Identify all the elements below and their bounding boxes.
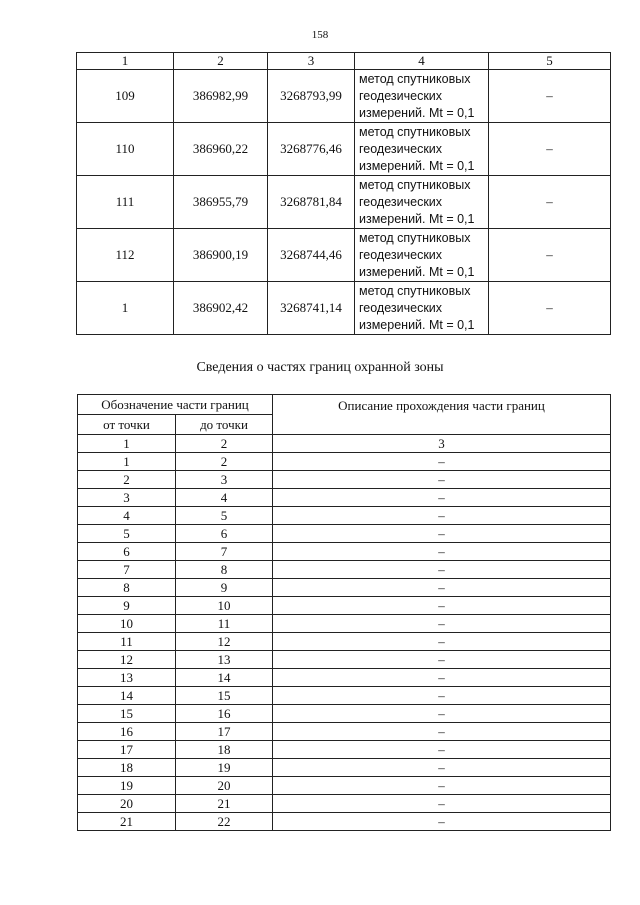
y-coordinate-cell: 3268793,99: [268, 70, 355, 123]
to-point-cell: 20: [176, 777, 273, 795]
table-row: [78, 597, 611, 615]
from-point-cell: 15: [78, 705, 176, 723]
table-row: [78, 777, 611, 795]
to-point-cell: 18: [176, 741, 273, 759]
description-cell: –: [273, 561, 611, 579]
table-row: [77, 123, 611, 176]
method-line: метод спутниковых: [359, 177, 471, 192]
description-cell: –: [273, 453, 611, 471]
from-point-cell: 21: [78, 813, 176, 831]
description-cell: –: [273, 615, 611, 633]
description-cell: –: [273, 795, 611, 813]
method-line: метод спутниковых: [359, 283, 471, 298]
to-point-cell: 6: [176, 525, 273, 543]
table-row: [78, 471, 611, 489]
table-row: [78, 741, 611, 759]
method-cell: [355, 229, 489, 282]
coordinates-table: [76, 52, 611, 335]
method-cell: [355, 70, 489, 123]
to-point-cell: 15: [176, 687, 273, 705]
description-cell: –: [273, 687, 611, 705]
note-cell: –: [489, 176, 611, 229]
y-coordinate-cell: 3268741,14: [268, 282, 355, 335]
description-cell: –: [273, 489, 611, 507]
method-cell: [355, 282, 489, 335]
from-point-cell: 19: [78, 777, 176, 795]
from-point-cell: 17: [78, 741, 176, 759]
table-row: [78, 507, 611, 525]
table-row: [78, 633, 611, 651]
x-coordinate-cell: 386960,22: [174, 123, 268, 176]
to-point-cell: 9: [176, 579, 273, 597]
from-point-cell: 13: [78, 669, 176, 687]
y-coordinate-cell: 3268781,84: [268, 176, 355, 229]
description-cell: –: [273, 579, 611, 597]
method-cell: [355, 123, 489, 176]
method-line: геодезических: [359, 300, 443, 315]
table-row: [77, 70, 611, 123]
method-line: геодезических: [359, 194, 443, 209]
x-coordinate-cell: 386902,42: [174, 282, 268, 335]
method-line: измерений. Mt = 0,1: [359, 158, 475, 173]
to-point-cell: 7: [176, 543, 273, 561]
note-cell: –: [489, 229, 611, 282]
description-cell: –: [273, 759, 611, 777]
table-row: [77, 229, 611, 282]
method-line: геодезических: [359, 247, 443, 262]
point-number-cell: 112: [77, 229, 174, 282]
from-point-cell: 2: [78, 471, 176, 489]
x-coordinate-cell: 386900,19: [174, 229, 268, 282]
table-row: [77, 176, 611, 229]
method-line: метод спутниковых: [359, 124, 471, 139]
to-point-cell: 11: [176, 615, 273, 633]
y-coordinate-cell: 3268744,46: [268, 229, 355, 282]
description-cell: –: [273, 669, 611, 687]
description-cell: –: [273, 525, 611, 543]
header-cell: 5: [489, 53, 611, 70]
x-coordinate-cell: 386955,79: [174, 176, 268, 229]
from-point-cell: 3: [78, 489, 176, 507]
table-row: [78, 651, 611, 669]
point-number-cell: 111: [77, 176, 174, 229]
method-line: измерений. Mt = 0,1: [359, 264, 475, 279]
point-number-cell: 109: [77, 70, 174, 123]
description-cell: –: [273, 597, 611, 615]
from-point-cell: 8: [78, 579, 176, 597]
header-cell: 1: [77, 53, 174, 70]
to-point-cell: 12: [176, 633, 273, 651]
column-number-row: [78, 435, 611, 453]
method-line: измерений. Mt = 0,1: [359, 317, 475, 332]
from-point-cell: 5: [78, 525, 176, 543]
to-point-cell: 10: [176, 597, 273, 615]
description-cell: –: [273, 633, 611, 651]
table-row: [78, 561, 611, 579]
from-point-cell: 1: [78, 453, 176, 471]
table-row: [78, 723, 611, 741]
to-point-cell: 22: [176, 813, 273, 831]
method-line: измерений. Mt = 0,1: [359, 105, 475, 120]
to-point-cell: 3: [176, 471, 273, 489]
header-cell: 2: [174, 53, 268, 70]
table-row: [78, 615, 611, 633]
to-point-cell: 21: [176, 795, 273, 813]
column-number-cell: 1: [78, 435, 176, 453]
table-header-row: [78, 395, 611, 415]
note-cell: –: [489, 282, 611, 335]
table-row: [78, 489, 611, 507]
to-point-cell: 19: [176, 759, 273, 777]
table-row: [78, 687, 611, 705]
table-row: [78, 579, 611, 597]
point-number-cell: 1: [77, 282, 174, 335]
from-point-cell: 18: [78, 759, 176, 777]
from-point-cell: 11: [78, 633, 176, 651]
to-point-cell: 16: [176, 705, 273, 723]
method-line: метод спутниковых: [359, 230, 471, 245]
y-coordinate-cell: 3268776,46: [268, 123, 355, 176]
table-header-row: [77, 53, 611, 70]
header-description-cell: Описание прохождения части границ: [273, 395, 611, 435]
from-point-cell: 6: [78, 543, 176, 561]
table-row: [78, 525, 611, 543]
from-point-cell: 12: [78, 651, 176, 669]
table-row: [78, 543, 611, 561]
table-row: [78, 813, 611, 831]
description-cell: –: [273, 471, 611, 489]
method-line: геодезических: [359, 88, 443, 103]
to-point-cell: 8: [176, 561, 273, 579]
description-cell: –: [273, 543, 611, 561]
header-group-cell: Обозначение части границ: [78, 395, 273, 415]
to-point-cell: 13: [176, 651, 273, 669]
header-cell: 3: [268, 53, 355, 70]
column-number-cell: 2: [176, 435, 273, 453]
boundary-parts-table: [77, 394, 611, 831]
from-point-cell: 20: [78, 795, 176, 813]
from-point-cell: 10: [78, 615, 176, 633]
method-line: измерений. Mt = 0,1: [359, 211, 475, 226]
from-point-cell: 7: [78, 561, 176, 579]
point-number-cell: 110: [77, 123, 174, 176]
x-coordinate-cell: 386982,99: [174, 70, 268, 123]
description-cell: –: [273, 651, 611, 669]
to-point-cell: 5: [176, 507, 273, 525]
method-line: метод спутниковых: [359, 71, 471, 86]
table-row: [78, 759, 611, 777]
from-point-cell: 16: [78, 723, 176, 741]
header-from-cell: от точки: [78, 415, 176, 435]
header-to-cell: до точки: [176, 415, 273, 435]
description-cell: –: [273, 813, 611, 831]
description-cell: –: [273, 507, 611, 525]
method-line: геодезических: [359, 141, 443, 156]
description-cell: –: [273, 741, 611, 759]
description-cell: –: [273, 777, 611, 795]
description-cell: –: [273, 705, 611, 723]
to-point-cell: 4: [176, 489, 273, 507]
from-point-cell: 9: [78, 597, 176, 615]
note-cell: –: [489, 70, 611, 123]
from-point-cell: 4: [78, 507, 176, 525]
section-title: Сведения о частях границ охранной зоны: [196, 360, 444, 375]
to-point-cell: 17: [176, 723, 273, 741]
table-row: [78, 453, 611, 471]
header-cell: 4: [355, 53, 489, 70]
table-row: [78, 795, 611, 813]
method-cell: [355, 176, 489, 229]
table-row: [78, 669, 611, 687]
page-number: 158: [311, 29, 329, 41]
from-point-cell: 14: [78, 687, 176, 705]
column-number-cell: 3: [273, 435, 611, 453]
note-cell: –: [489, 123, 611, 176]
to-point-cell: 2: [176, 453, 273, 471]
to-point-cell: 14: [176, 669, 273, 687]
table-row: [77, 282, 611, 335]
description-cell: –: [273, 723, 611, 741]
table-row: [78, 705, 611, 723]
